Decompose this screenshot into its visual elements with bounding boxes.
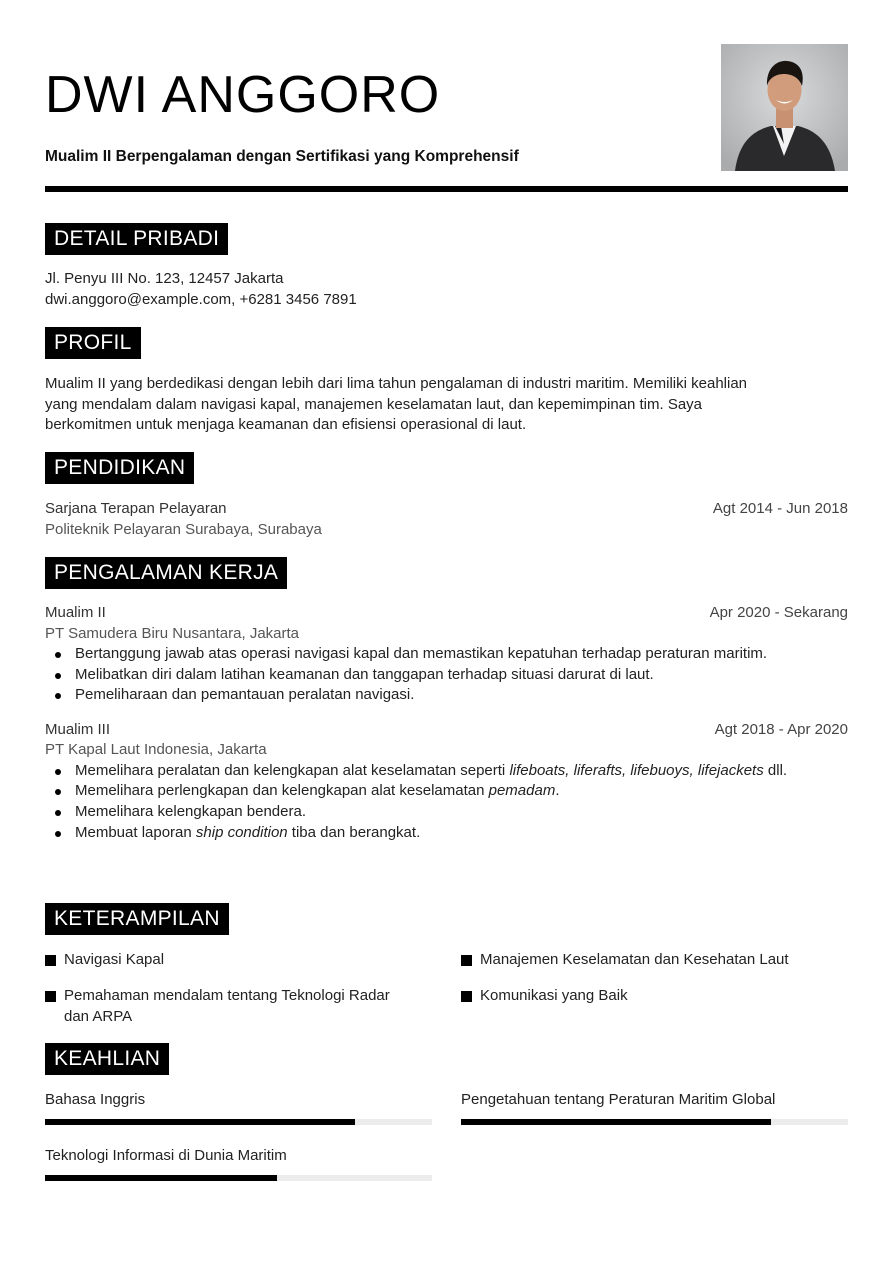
list-item: Pemeliharaan dan pemantauan peralatan navigasi. [75,685,848,706]
section-title: PENGALAMAN KERJA [45,557,287,589]
job-header [45,603,848,624]
person-portrait-icon [721,44,848,171]
section-title: PENDIDIKAN [45,452,194,484]
job-date: Agt 2018 - Apr 2020 [714,720,848,738]
job-role: Mualim II [45,604,106,621]
section-expertise [45,1043,848,1164]
profile-photo [721,44,848,171]
section-skills [45,903,848,1025]
job-duties [45,644,848,706]
level-fill [45,1175,277,1181]
section-profile [45,327,848,436]
expertise-label: Bahasa Inggris [45,1091,146,1108]
job-company: PT Samudera Biru Nusantara, Jakarta [45,624,300,642]
skill-item: Pemahaman mendalam tentang Teknologi Radar dan ARPA [45,986,404,1027]
profile-line: Mualim II yang berdedikasi dengan lebih dari lima tahun pengalaman di industri maritim. Memiliki keahlian [45,375,748,392]
list-item: Memelihara peralatan dan kelengkapan alat keselamatan seperti lifeboats, liferafts, lifebuoys, lifejackets dll. [75,761,795,782]
list-item: Melibatkan diri dalam latihan keamanan dan tanggapan terhadap situasi darurat di laut. [75,665,848,686]
address-text: Jl. Penyu III No. 123, 12457 Jakarta [45,270,284,287]
profile-line: berkomitmen untuk menjaga keamanan dan efisiensi operasional di laut. [45,416,527,433]
header-divider [45,186,848,192]
expertise-item [45,1090,432,1125]
job-entry [45,720,848,843]
expertise-item [461,1090,848,1125]
skill-item: Navigasi Kapal [45,950,434,971]
square-bullet-icon [461,955,472,966]
section-education [45,452,848,540]
job-date: Apr 2020 - Sekarang [709,604,848,621]
skill-item: Manajemen Keselamatan dan Kesehatan Laut [461,950,850,971]
section-title: DETAIL PRIBADI [45,223,228,255]
list-item: Bertanggung jawab atas operasi navigasi kapal dan memastikan kepatuhan terhadap peraturan maritim. [75,644,815,665]
education-date: Agt 2014 - Jun 2018 [712,500,848,517]
resume-header [45,44,848,194]
section-title: KEAHLIAN [45,1043,169,1075]
expertise-label: Pengetahuan tentang Peraturan Maritim Global [461,1091,776,1108]
school-name: Politeknik Pelayaran Surabaya, Surabaya [45,520,322,538]
job-entry [45,603,848,706]
square-bullet-icon [45,955,56,966]
job-role: Mualim III [45,720,111,738]
level-bar [45,1175,432,1181]
education-entry [45,499,848,520]
section-personal-details [45,223,848,310]
list-item: Memelihara kelengkapan bendera. [75,802,848,823]
section-title: KETERAMPILAN [45,903,229,935]
profile-summary [45,374,848,436]
job-company: PT Kapal Laut Indonesia, Jakarta [45,741,267,759]
job-duties [45,761,848,843]
section-experience [45,557,848,843]
level-bar [45,1119,432,1125]
list-item: Membuat laporan ship condition tiba dan berangkat. [75,823,848,844]
list-item: Memelihara perlengkapan dan kelengkapan alat keselamatan pemadam. [75,781,848,802]
square-bullet-icon [461,991,472,1002]
degree-title: Sarjana Terapan Pelayaran [45,500,227,517]
contact-text: dwi.anggoro@example.com, +6281 3456 7891 [45,290,357,308]
square-bullet-icon [45,991,56,1002]
profile-line: yang mendalam dalam navigasi kapal, manajemen keselamatan laut, dan kepemimpinan tim. Saya [45,395,703,413]
job-header [45,720,848,741]
section-title: PROFIL [45,327,141,359]
level-bar [461,1119,848,1125]
level-fill [45,1119,355,1125]
skill-item: Komunikasi yang Baik [461,986,850,1007]
headline: Mualim II Berpengalaman dengan Sertifikasi yang Komprehensif [45,148,519,165]
full-name: DWI ANGGORO [45,66,441,124]
level-fill [461,1119,771,1125]
expertise-label: Teknologi Informasi di Dunia Maritim [45,1147,287,1164]
expertise-item [45,1146,432,1181]
